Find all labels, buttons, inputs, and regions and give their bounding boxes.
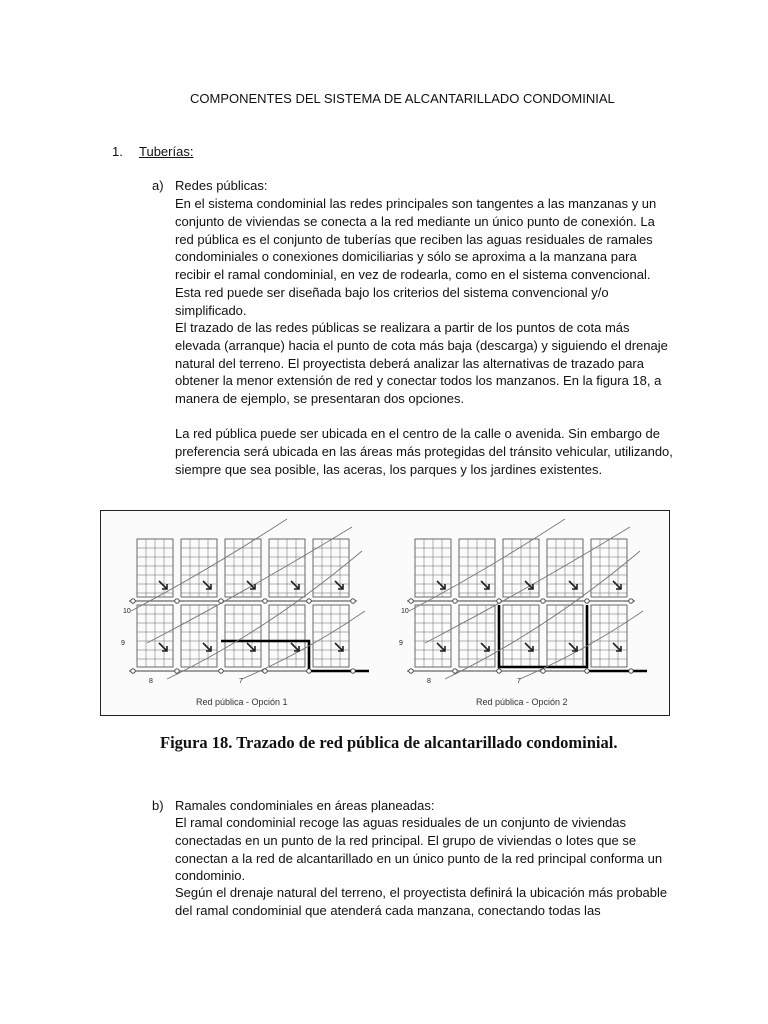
connection-node <box>541 669 545 673</box>
contour-label: 8 <box>427 678 431 685</box>
figure-caption: Figura 18. Trazado de red pública de alcantarillado condominial. <box>160 733 618 752</box>
flow-arrow <box>159 581 167 589</box>
item-b-heading: Ramales condominiales en áreas planeadas: <box>175 798 435 813</box>
figure-18 <box>100 510 670 716</box>
flow-arrow <box>291 581 299 589</box>
connection-node <box>585 669 589 673</box>
contour-line <box>445 551 640 679</box>
connection-node <box>175 599 179 603</box>
connection-node <box>497 599 501 603</box>
connection-node <box>307 599 311 603</box>
section-heading: Tuberías: <box>139 144 194 159</box>
flow-arrow <box>481 581 489 589</box>
item-b-marker: b) <box>152 798 164 813</box>
paragraph: En el sistema condominial las redes principales son tangentes a las manzanas y un conjunto de viviendas se conecta a la red mediante un único punto de conexión. La red pública es el conjunto de tuberías que reciben las aguas residuales de ramales condominiales o conexiones domiciliarias y sólo se aproxima a la manzana para recibir el ramal condominial, en vez de rodearla, como en el sistema convencional. Esta red puede ser diseñada bajo los criterios del sistema convencional y/o simplificado. <box>175 196 657 318</box>
contour-line <box>520 611 643 679</box>
contour-label: 7 <box>517 678 521 685</box>
contour-label: 9 <box>121 640 125 647</box>
flow-arrow <box>613 581 621 589</box>
paragraph: El trazado de las redes públicas se realizara a partir de los puntos de cota más elevada (arranque) hacia el punto de cota más baja (descarga) y siguiendo el drenaje natural del terreno. El proyectista deberá analizar las alternativas de trazado para obtener la menor extensión de red y conectar todos los manzanos. En la figura 18, a manera de ejemplo, se presentaran dos opciones. <box>175 320 668 407</box>
option-1-label: Red pública - Opción 1 <box>196 697 288 707</box>
connection-node <box>219 599 223 603</box>
flow-arrow <box>569 581 577 589</box>
connection-node <box>409 599 413 603</box>
connection-node <box>453 669 457 673</box>
connection-node <box>351 599 355 603</box>
connection-node <box>351 669 355 673</box>
contour-label: 10 <box>123 608 131 615</box>
contour-label: 9 <box>399 640 403 647</box>
item-a-marker: a) <box>152 178 164 193</box>
connection-node <box>629 669 633 673</box>
connection-node <box>541 599 545 603</box>
contour-line <box>242 611 365 679</box>
connection-node <box>585 599 589 603</box>
connection-node <box>497 669 501 673</box>
page-title: COMPONENTES DEL SISTEMA DE ALCANTARILLADO CONDOMINIAL <box>190 91 615 106</box>
section-number: 1. <box>112 144 123 159</box>
flow-arrow <box>437 581 445 589</box>
paragraph: Según el drenaje natural del terreno, el proyectista definirá la ubicación más probable del ramal condominial que atenderá cada manzana, conectando todas las <box>175 885 668 918</box>
option-2-panel <box>399 519 647 685</box>
option-1-panel <box>121 519 369 685</box>
connection-node <box>175 669 179 673</box>
contour-label: 8 <box>149 678 153 685</box>
contour-label: 10 <box>401 608 409 615</box>
network-diagram <box>101 511 669 715</box>
flow-arrow <box>335 581 343 589</box>
connection-node <box>131 669 135 673</box>
paragraph: La red pública puede ser ubicada en el centro de la calle o avenida. Sin embargo de preferencia será ubicada en las áreas más protegidas del tránsito vehicular, utilizando, siempre que sea posible, las aceras, los parques y los jardines existentes. <box>175 426 673 477</box>
paragraph: El ramal condominial recoge las aguas residuales de un conjunto de viviendas conectadas en un punto de la red principal. El grupo de viviendas o lotes que se conectan a la red de alcantarillado en un único punto de la red principal conforma un condominio. <box>175 815 663 884</box>
item-a-heading: Redes públicas: <box>175 178 268 193</box>
connection-node <box>307 669 311 673</box>
connection-node <box>263 669 267 673</box>
flow-arrow <box>203 581 211 589</box>
connection-node <box>263 599 267 603</box>
connection-node <box>219 669 223 673</box>
connection-node <box>453 599 457 603</box>
connection-node <box>131 599 135 603</box>
connection-node <box>629 599 633 603</box>
option-2-label: Red pública - Opción 2 <box>476 697 568 707</box>
contour-label: 7 <box>239 678 243 685</box>
contour-line <box>167 551 362 679</box>
connection-node <box>409 669 413 673</box>
